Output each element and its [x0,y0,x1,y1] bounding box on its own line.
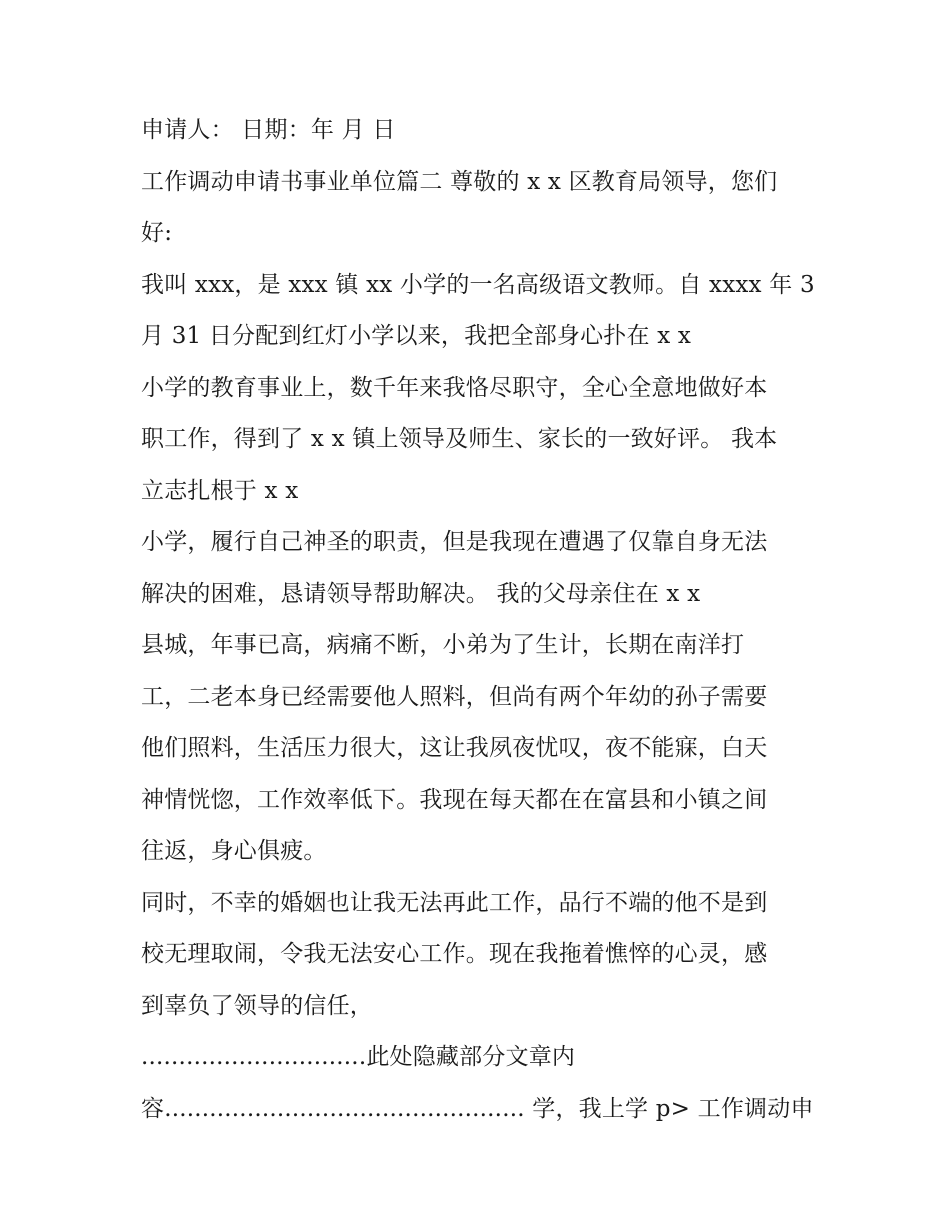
text-line: 小学的教育事业上，数千年来我恪尽职守，全心全意地做好本 [141,374,768,401]
applicant-date-line: 申请人： 日期：年 月 日 [141,117,396,143]
text-line: 立志扎根于 x x [141,477,299,504]
text-line: 小学，履行自己神圣的职责，但是我现在遭遇了仅靠自身无法 [141,529,768,555]
text-line: 神情恍惚，工作效率低下。我现在每天都在在富县和小镇之间 [141,786,768,813]
text-line: 县城，年事已高，病痛不断，小弟为了生计，长期在南洋打 [141,632,745,658]
text-line: 容................................................ 学，我上学 p> 工作调动申 [141,1095,814,1122]
hidden-content-notice: ..............................此处隐藏部分文章内 [141,1044,576,1070]
text-line: 好: [141,220,173,246]
text-line: 同时，不幸的婚姻也让我无法再此工作，品行不端的他不是到 [141,889,768,916]
text-line: 校无理取闹，令我无法安心工作。现在我拖着憔悴的心灵，感 [141,941,768,967]
text-line: 职工作，得到了 x x 镇上领导及师生、家长的一致好评。 我本 [141,426,778,452]
document-body [141,105,821,1135]
text-line: 我叫 xxx，是 xxx 镇 xx 小学的一名高级语文教师。自 xxxx 年 3 [141,271,815,298]
text-line: 到辜负了领导的信任， [141,992,373,1019]
text-line: 他们照料，生活压力很大，这让我夙夜忧叹，夜不能寐，白天 [141,735,768,761]
text-line: 解决的困难，恳请领导帮助解决。 我的父母亲住在 x x [141,580,701,607]
text-line: 月 31 日分配到红灯小学以来，我把全部身心扑在 x x [141,323,692,349]
text-line: 工作调动申请书事业单位篇二 尊敬的 x x 区教育局领导，您们 [141,168,778,195]
text-line: 工，二老本身已经需要他人照料，但尚有两个年幼的孙子需要 [141,683,768,710]
text-line: 往返，身心俱疲。 [141,838,327,864]
